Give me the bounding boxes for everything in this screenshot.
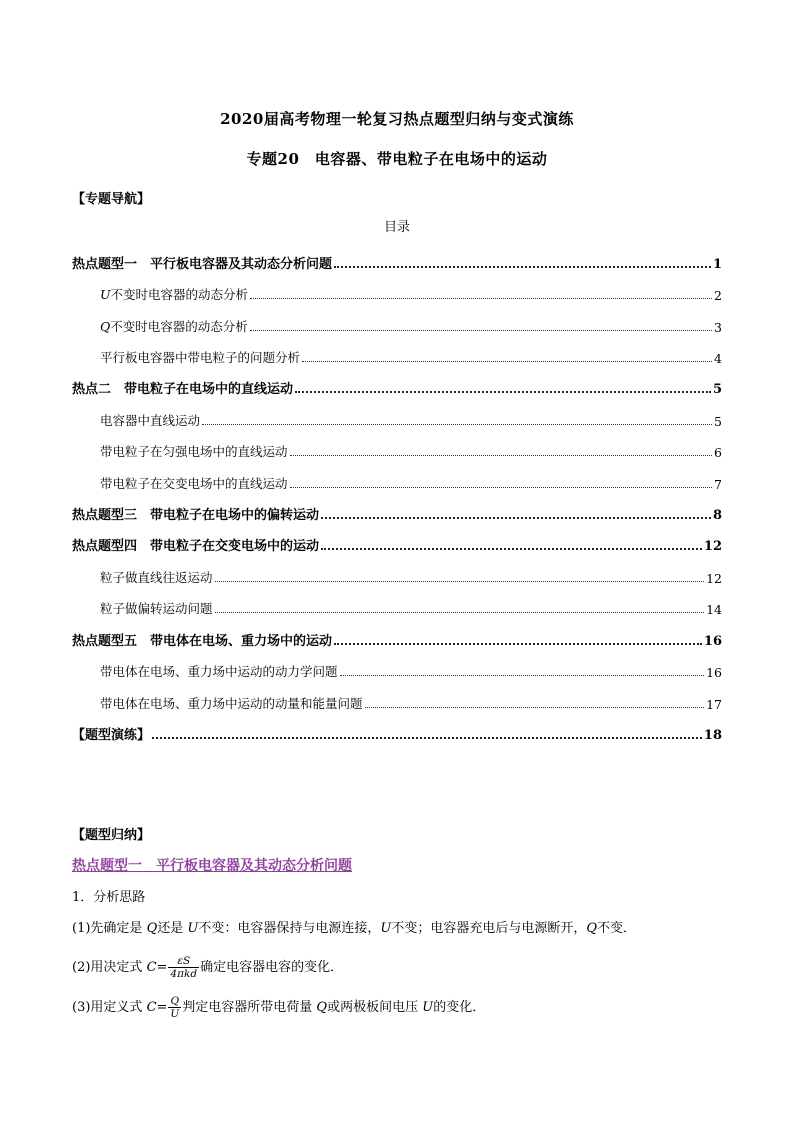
toc-entry[interactable] (72, 377, 722, 397)
toc-leader-dots (295, 390, 711, 393)
toc-page-number: 4 (714, 351, 722, 366)
document-subtitle: 专题20 电容器、带电粒子在电场中的运动 (246, 150, 548, 168)
toc-entry-label (100, 442, 288, 460)
toc-entry-text: 热点二 带电粒子在电场中的直线运动 (72, 382, 294, 397)
toc-page-number: 6 (714, 445, 722, 460)
numerator: Q (168, 995, 181, 1008)
formula-fraction (168, 955, 199, 980)
toc-entry-text: 带电体在电场、重力场中运动的动量和能量问题 (100, 696, 363, 711)
toc-entry-label (100, 599, 213, 617)
text: (2)用决定式 (72, 960, 147, 975)
toc-entry-label (72, 378, 293, 397)
toc-leader-dots (365, 706, 705, 708)
toc-entry-label (72, 724, 150, 743)
text: (3)用定义式 (72, 1000, 147, 1015)
toc-leader-dots (290, 486, 713, 488)
var-q: Q (586, 921, 598, 936)
toc-entry-text: 热点题型四 带电粒子在交变电场中的运动 (72, 539, 320, 554)
toc-leader-dots (250, 329, 712, 331)
var-u: U (422, 1000, 434, 1015)
formula-fraction (168, 995, 181, 1020)
toc-entry-variable: Q (100, 319, 111, 334)
toc-entry[interactable] (100, 566, 722, 586)
toc-entry[interactable] (72, 629, 722, 649)
toc-entry-variable: U (100, 287, 111, 302)
toc-entry[interactable] (72, 252, 722, 272)
toc-page-number: 2 (714, 288, 722, 303)
toc-entry-text: 【题型演练】 (72, 728, 151, 743)
toc-entry-text: 平行板电容器中带电粒子的问题分析 (100, 350, 301, 365)
step-1-paragraph (72, 917, 636, 936)
toc-page-number: 1 (712, 257, 722, 272)
toc-page-number: 3 (714, 320, 722, 335)
toc-leader-dots (340, 674, 705, 676)
toc-leader-dots (334, 642, 702, 645)
toc-entry-label (100, 348, 300, 366)
toc-page-number: 12 (706, 571, 722, 586)
toc-entry-label (100, 694, 363, 712)
toc-entry-text: 热点题型三 带电粒子在电场中的偏转运动 (72, 508, 320, 523)
toc-entry[interactable] (100, 409, 722, 429)
denominator: U (170, 1008, 180, 1020)
var-c: C (146, 1000, 157, 1015)
text: 不变；电容器充电后与电源断开， (391, 921, 587, 936)
toc-leader-dots (215, 611, 705, 613)
toc-entry-label (100, 474, 288, 492)
toc-page-number: 8 (712, 508, 722, 523)
denominator: 4πkd (170, 968, 198, 980)
toc-leader-dots (290, 454, 713, 456)
toc-page-number: 18 (703, 728, 722, 743)
toc-entry[interactable] (100, 283, 722, 303)
var-q: Q (316, 1000, 328, 1015)
var-q: Q (146, 921, 158, 936)
toc-entry-text: 粒子做偏转运动问题 (100, 601, 213, 616)
toc-entry-text: 电容器中直线运动 (100, 413, 201, 428)
text: 不变：电容器保持与电源连接， (198, 921, 381, 936)
toc-page-number: 12 (703, 539, 722, 554)
document-title: 2020届高考物理一轮复习热点题型归纳与变式演练 (220, 110, 574, 128)
var-c: C (146, 960, 157, 975)
toc-entry-text: 热点题型五 带电体在电场、重力场中的运动 (72, 634, 333, 649)
text: (1)先确定是 (72, 921, 147, 936)
var-u: U (380, 921, 392, 936)
toc-entry-text: 不变时电容器的动态分析 (110, 287, 249, 302)
equals: = (156, 960, 168, 975)
toc-leader-dots (334, 265, 711, 268)
toc-entry[interactable] (100, 315, 722, 335)
toc-entry-label (100, 662, 338, 680)
toc-heading: 目录 (383, 220, 410, 235)
toc-entry-label (100, 568, 213, 586)
toc-entry[interactable] (72, 503, 722, 523)
text: 判定电容器所带电荷量 (182, 1000, 317, 1015)
toc-entry-label (72, 535, 319, 554)
text: 的变化． (433, 1000, 486, 1015)
toc-entry[interactable] (100, 440, 722, 460)
toc-entry[interactable] (72, 534, 722, 554)
toc-entry[interactable] (100, 597, 722, 617)
step-2-paragraph (72, 955, 343, 980)
toc-entry-text: 不变时电容器的动态分析 (110, 319, 248, 334)
analysis-heading: 1．分析思路 (72, 890, 146, 905)
toc-page-number: 7 (714, 477, 722, 492)
toc-page-number: 17 (706, 697, 722, 712)
toc-entry-text: 带电粒子在匀强电场中的直线运动 (100, 444, 288, 459)
toc-leader-dots (250, 297, 712, 299)
toc-leader-dots (152, 736, 702, 739)
text: 还是 (157, 921, 188, 936)
toc-entry[interactable] (100, 692, 722, 712)
toc-entry-label (100, 317, 248, 335)
toc-entry-label (72, 504, 319, 523)
step-3-paragraph (72, 995, 485, 1020)
nav-label: 【专题导航】 (72, 192, 151, 207)
equals: = (156, 1000, 168, 1015)
numerator: εS (168, 955, 199, 968)
toc-leader-dots (302, 360, 712, 362)
toc-entry-label (100, 411, 200, 429)
section-title[interactable]: 热点题型一 平行板电容器及其动态分析问题 (72, 858, 352, 874)
toc-page-number: 5 (712, 382, 722, 397)
toc-leader-dots (321, 516, 711, 519)
toc-leader-dots (321, 547, 702, 550)
text: 或两极板间电压 (327, 1000, 423, 1015)
toc-entry-label (72, 253, 332, 272)
toc-entry[interactable] (100, 660, 722, 680)
toc-entry[interactable] (72, 723, 722, 743)
text: 确定电容器电容的变化． (200, 960, 344, 975)
summary-label: 【题型归纳】 (72, 828, 151, 843)
toc-entry-text: 带电体在电场、重力场中运动的动力学问题 (100, 664, 338, 679)
text: 不变． (597, 921, 637, 936)
toc-entry-text: 热点题型一 平行板电容器及其动态分析问题 (72, 257, 333, 272)
toc-leader-dots (215, 580, 705, 582)
toc-entry[interactable] (100, 346, 722, 366)
toc-page-number: 16 (703, 634, 722, 649)
toc-leader-dots (202, 423, 712, 425)
toc-entry-text: 带电粒子在交变电场中的直线运动 (100, 476, 288, 491)
toc-entry-label (100, 285, 248, 303)
var-u: U (187, 921, 199, 936)
toc-entry-text: 粒子做直线往返运动 (100, 570, 213, 585)
toc-page-number: 14 (706, 602, 722, 617)
toc-entry[interactable] (100, 472, 722, 492)
toc-page-number: 5 (714, 414, 722, 429)
toc-entry-label (72, 630, 332, 649)
toc-page-number: 16 (706, 665, 722, 680)
